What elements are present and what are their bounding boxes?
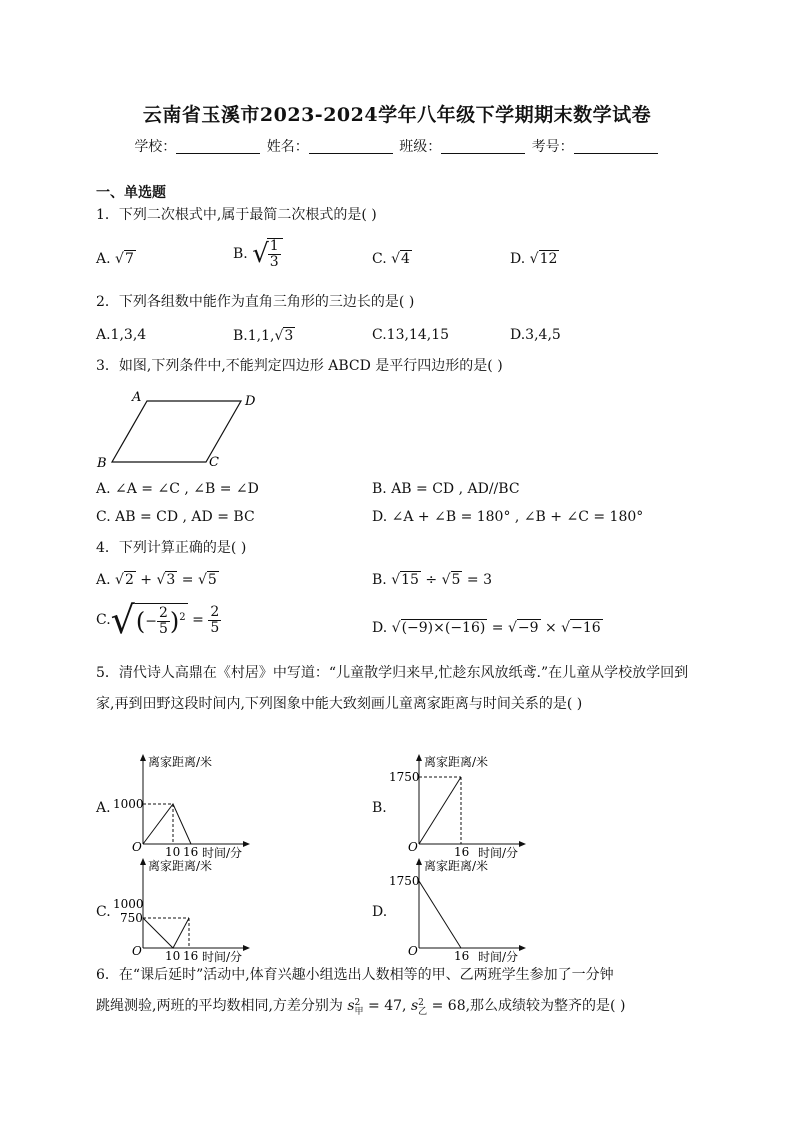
graph-d-line [419,881,461,948]
graph-b-y-label: 离家距离/米 [424,755,489,769]
graph-a-y-tick: 1000 [113,797,144,811]
q1-d-label: D. [510,251,526,267]
q4-c-result-denominator: 5 [210,619,220,636]
q6-stem-end: ,那么成绩较为整齐的是( ) [465,998,626,1014]
graph-c-line [143,918,189,948]
q6-sub-jia: 甲 [354,1007,364,1017]
q6-sub-yi: 乙 [418,1007,428,1017]
q1-option-b: B. √ $\frac{1}{3}$ [233,238,283,270]
graph-b-x-tick: 16 [454,845,470,859]
q1-a-radicand: 7 [124,251,134,267]
q1-option-a: A. √7 [96,251,134,267]
q4-d-r2: −16 [571,620,601,636]
number-blank[interactable] [574,139,658,154]
q4-d-r1: −9 [517,620,539,636]
q4-a-label: A. [96,572,111,588]
graph-c-y-tick1: 1000 [113,897,144,911]
graph-a-x-tick1: 10 [165,845,181,859]
q6-stem-mid: 跳绳测验,两班的平均数相同,方差分别为 [96,998,343,1014]
q2-stem: 2．下列各组数中能作为直角三角形的三边长的是( ) [96,294,415,310]
q5-b-label: B. [372,800,387,816]
y-arrow-icon [140,754,146,761]
q4-option-d: D. √(−9)×(−16) = √−9 × √−16 [372,620,601,636]
q4-stem: 4．下列计算正确的是( ) [96,540,247,556]
x-arrow-icon [519,841,526,847]
graph-b-x-label: 时间/分 [478,846,519,860]
q4-b-r2: 5 [451,572,461,588]
x-arrow-icon [519,945,526,951]
q4-a-r3: 5 [207,572,217,588]
class-label: 班级： [399,139,442,155]
graph-c-origin: O [132,944,142,958]
graph-c-x-tick2: 16 [183,949,199,963]
q5-d-label: D. [372,904,388,920]
graph-a-origin: O [132,840,142,854]
y-arrow-icon [416,858,422,865]
section-title: 一、单选题 [96,185,166,201]
q1-option-d: D. √12 [510,251,558,267]
name-blank[interactable] [309,139,393,154]
y-arrow-icon [140,858,146,865]
q1-d-radicand: 12 [539,251,558,267]
vertex-d: D [245,394,256,409]
graph-a-y-label: 离家距离/米 [148,755,213,769]
graph-b-line [419,777,461,844]
vertex-a: A [132,390,142,405]
q4-c-numerator: 2 [159,605,168,621]
q5-c-label: C. [96,904,111,920]
q1-option-c: C. √4 [372,251,410,267]
x-arrow-icon [243,945,250,951]
q2-option-b: B.1,1,√3 [233,328,294,344]
graph-a-x-tick2: 16 [183,845,199,859]
graph-b-origin: O [408,840,418,854]
q5-graph-d [384,856,554,964]
school-blank[interactable] [176,139,260,154]
q1-b-numerator: 1 [269,238,279,254]
q4-d-label: D. [372,620,388,636]
q4-a-r2: 3 [166,572,176,588]
y-arrow-icon [416,754,422,761]
q5-graph-b [384,752,554,860]
graph-d-y-tick: 1750 [389,874,420,888]
graph-d-x-tick: 16 [454,949,470,963]
q2-b-radicand: 3 [284,328,294,344]
q1-b-label: B. [233,246,248,262]
q3-option-b: B. AB = CD , AD//BC [372,481,520,497]
graph-c-y-tick2: 750 [120,911,143,925]
student-info-line [0,136,794,156]
school-label: 学校： [134,139,177,155]
q4-d-lhs: (−9)×(−16) [401,620,486,636]
q4-c-denominator: 5 [159,621,168,637]
q1-c-radicand: 4 [401,251,410,267]
q3-stem: 3．如图,下列条件中,不能判定四边形 ABCD 是平行四边形的是( ) [96,358,503,374]
q5-graph-a [108,752,278,860]
q6-stem-line2: 跳绳测验,两班的平均数相同,方差分别为 s 2 甲 = 47, s 2 乙 = 68,那么成绩较为整齐的是( ) [96,998,626,1017]
q4-a-r1: 2 [124,572,134,588]
q4-option-c: C.√(− $\frac{2}{5}$ )$^2$ = $\frac{2}{5}$ [96,598,220,642]
q6-variance-yi: 68 [447,998,466,1014]
graph-c-x-tick1: 10 [165,949,181,963]
graph-d-origin: O [408,944,418,958]
class-blank[interactable] [441,139,525,154]
q2-b-prefix: B.1,1, [233,328,275,344]
number-label: 考号： [531,139,574,155]
q3-option-c: C. AB = CD , AD = BC [96,509,255,525]
name-label: 姓名： [266,139,309,155]
q3-option-a: A. ∠A = ∠C , ∠B = ∠D [96,481,259,497]
q1-stem: 1．下列二次根式中,属于最简二次根式的是( ) [96,207,377,223]
q1-b-denominator: 3 [269,254,279,270]
graph-b-y-tick: 1750 [389,770,420,784]
graph-d-x-label: 时间/分 [478,950,519,964]
q4-b-r1: 15 [401,572,419,588]
graph-c-x-label: 时间/分 [202,950,243,964]
q4-c-result-numerator: 2 [210,603,220,620]
q2-option-c: C.13,14,15 [372,327,450,343]
graph-c-y-label: 离家距离/米 [148,859,213,873]
q3-option-d: D. ∠A + ∠B = 180° , ∠B + ∠C = 180° [372,509,644,525]
q4-b-label: B. [372,572,387,588]
q6-stem-line1: 6．在“课后延时”活动中,体育兴趣小组选出人数相等的甲、乙两班学生参加了一分钟 [96,967,614,983]
graph-a-line [143,804,191,844]
parallelogram-shape [112,401,241,462]
graph-a-x-label: 时间/分 [202,846,243,860]
q5-graph-c [108,856,278,964]
q2-option-a: A.1,3,4 [96,327,147,343]
q6-variance-jia: 47 [384,998,403,1014]
vertex-b: B [97,456,107,471]
graph-d-y-label: 离家距离/米 [424,859,489,873]
q4-option-a: A. √2 + √3 = √5 [96,572,217,588]
parallelogram-figure [94,386,274,472]
x-arrow-icon [243,841,250,847]
q4-b-result: 3 [483,572,492,588]
q2-option-d: D.3,4,5 [510,327,561,343]
q5-stem: 5．清代诗人高鼎在《村居》中写道：“儿童散学归来早,忙趁东风放纸鸢.”在儿童从学校放学回到家,再到田野这段时间内,下列图象中能大致刻画儿童离家距离与时间关系的是( ) [96,665,689,712]
q4-c-label: C. [96,612,111,628]
q1-a-label: A. [96,251,111,267]
q5-a-label: A. [96,800,111,816]
q4-c-exponent: 2 [179,611,186,623]
vertex-c: C [209,455,219,470]
exam-title: 云南省玉溪市2023-2024学年八年级下学期期末数学试卷 [142,104,652,126]
q1-c-label: C. [372,251,387,267]
q4-option-b: B. √15 ÷ √5 = 3 [372,572,492,588]
